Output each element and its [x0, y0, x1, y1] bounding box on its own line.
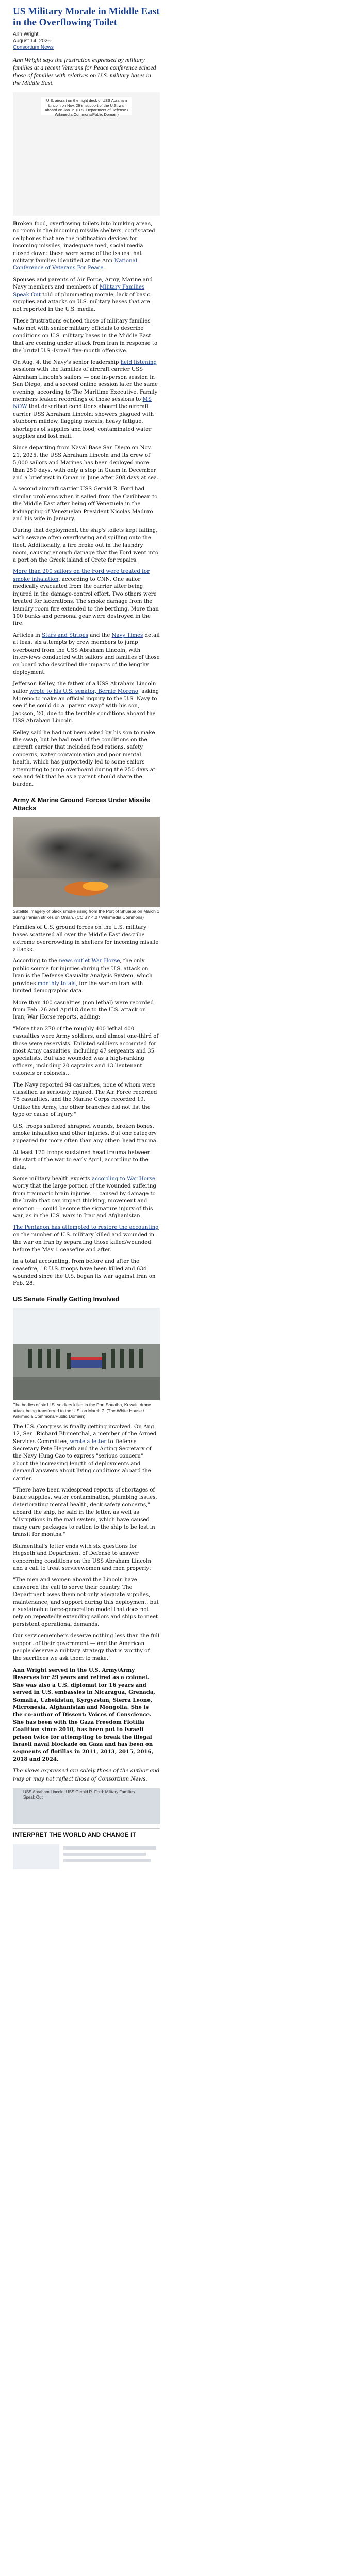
article-headline[interactable]: US Military Morale in Middle East in the Overflowing Toilet	[13, 6, 160, 28]
transfer-photo	[13, 1308, 160, 1400]
senate-paragraph-2: "There have been widespread reports of shortages of basic supplies, water contamination, plumbing issues, deteriorating mental health, deck safety concerns," aboard the ship, he said in the letter, as well as "disruptions in the mail system, which have caused many care packages to ration to the ship to be lost in transit for months."	[13, 1487, 157, 1538]
senate-paragraph-5: Our servicemembers deserve nothing less than the full support of their government — and the American people deserve a military strategy that is worthy of the sacrifices we ask them to make."	[13, 1633, 160, 1662]
army-paragraph-6: U.S. troops suffered shrapnel wounds, broken bones, smoke inhalation and other injuries. But one category appeared far more often than any other: head trauma.	[13, 1123, 158, 1144]
army-paragraph-4: "More than 270 of the roughly 400 lethal 400 casualties were Army soldiers, and almost one-third of those were reservists. Enlisted soldiers accounted for most Army casualties, including 47 sergeants and 35 specialists. But also wounded was a high-ranking officers, including 20 captains and 13 lieutenant colonels or colonels…	[13, 1026, 159, 1077]
inline-link[interactable]: The Pentagon has attempted to restore the accounting	[13, 1225, 159, 1231]
inline-link[interactable]: according to War Horse	[92, 1176, 156, 1182]
paragraph-10: Jefferson Kelley, the father of a USS Abraham Lincoln sailor wrote to his U.S. senator, Bernie Moreno, asking Moreno to make an official inquiry to the U.S. Navy to see if he could do a "parent swap" with his son, Jackson, 20, due to the terrible conditions aboard the USS Abraham Lincoln.	[13, 681, 159, 724]
byline	[13, 31, 160, 51]
senate-paragraph-4: "The men and women aboard the Lincoln have answered the call to serve their country. The Department owes them not only adequate supplies, maintenance, and support during this deployment, but a sustainable force-generation model that does not rely on repeatedly extending sailors and ships to meet persistent operational demands.	[13, 1577, 159, 1628]
hero-image	[13, 92, 160, 216]
section-heading-senate: US Senate Finally Getting Involved	[13, 1295, 120, 1303]
inline-link[interactable]: wrote a letter	[70, 1438, 107, 1445]
army-paragraph-3: More than 400 casualties (non lethal) were recorded from Feb. 26 and April 8 due to the U.S. attack on Iran, War Horse reports, adding:	[13, 999, 154, 1021]
inline-link[interactable]: monthly totals	[37, 980, 76, 987]
paragraph-6: A second aircraft carrier USS Gerald R. Ford had similar problems when it sailed from the Caribbean to the Middle East after being off Venezuela in the kidnapping of Venezuelan President Nicolas Maduro and his wife in January.	[13, 486, 158, 522]
related-article-thumb[interactable]	[13, 1788, 160, 1824]
paragraph-11: Kelley said he had not been asked by his son to make the swap, but he had read of the conditions on the aircraft carrier that included food rations, safety concerns, water contamination and poor mental health, which has purportedly led to some sailors attempting to jump overboard during the 250 days at sea and felt that he as a parent should share the burden.	[13, 730, 156, 788]
inline-link[interactable]: Navy Times	[111, 632, 143, 638]
army-paragraph-9: The Pentagon has attempted to restore the accounting on the number of U.S. military killed and wounded in the war on Iran by separating those killed/wounded before the May 1 ceasefire and after.	[13, 1225, 159, 1253]
paragraph-3: These frustrations echoed those of military families who met with senior military officials to describe conditions on U.S. military bases in the Middle East that are coming under attack from Iran in response to the brutal U.S.-Israeli five-month offensive.	[13, 318, 158, 354]
paragraph-7: During that deployment, the ship's toilets kept failing, with sewage often overflowing and spilling onto the fleet. Additionally, a fire broke out in the laundry room, causing enough damage that the Ford went into a port on the Greek island of Crete for repairs.	[13, 528, 159, 564]
article-lede: Ann Wright says the frustration expressed by military families at a recent Veterans for Peace conference echoed those of families with relatives on U.S. military bases in the Middle East.	[13, 56, 156, 87]
divider	[13, 1828, 160, 1829]
inline-link[interactable]: Stars and Stripes	[42, 632, 88, 638]
army-paragraph-1: Families of U.S. ground forces on the U.S. military bases scattered all over the Middle East describe extreme overcrowding in shelters for incoming missile attacks.	[13, 924, 159, 953]
army-paragraph-8: Some military health experts according to War Horse, worry that the large portion of the wounded suffering from traumatic brain injuries — caused by damage to the brain that can impact thinking, movement and emotion — could become the signature injury of this war, as in the U.S. wars in Iraq and Afghanistan.	[13, 1176, 157, 1219]
promo-banner-image	[13, 1841, 160, 1872]
army-paragraph-10: In a total accounting, from before and after the ceasefire, 18 U.S. troops have been killed and 634 wounded since the U.S. began its war against Iran on Feb. 28.	[13, 1259, 156, 1287]
inline-link[interactable]: More than 200 sailors on the Ford were treated for smoke inhalation	[13, 569, 150, 582]
paragraph-4: On Aug. 4, the Navy's senior leadership held listening sessions with the families of aircraft carrier USS Abraham Lincoln's sailors — one in-person session in San Diego, and a second online session later the same evening, according to The Maritime Executive. Family members leaked recordings of those sessions to MS NOW that described conditions aboard the aircraft carrier USS Abraham Lincoln: showers plagued with stubborn mildew, flagging morals, heavy fatigue, shortages of supplies and food, contaminated water supplies and lost mail.	[13, 359, 158, 439]
army-paragraph-5: The Navy reported 94 casualties, none of whom were classified as seriously injured. The Air Force recorded 75 casualties, and the Marine Corps recorded 19. Unlike the Army, the other branches did not list the type or cause of injury."	[13, 1082, 157, 1118]
related-article-caption[interactable]: USS Abraham Lincoln, USS Gerald R. Ford: Military Families Speak Out	[23, 1790, 135, 1800]
paragraph-9: Articles in Stars and Stripes and the Navy Times detail at least six attempts by crew members to jump overboard from the USS Abraham Lincoln, with interviews conducted with sailors and families of those on board who described the impacts of the lengthy deployment.	[13, 632, 160, 675]
satellite-smoke-image	[13, 817, 160, 907]
transfer-photo-caption: The bodies of six U.S. soldiers killed in the Port Shuaiba, Kuwait, drone attack being transferred to the U.S. on March 7. (The White House / Wikimedia Commons/Public Domain)	[13, 1402, 151, 1419]
paragraph-2: Spouses and parents of Air Force, Army, Marine and Navy members and members of Military Families Speak Out told of plummeting morale, lack of basic supplies and attacks on U.S. military bases that are not reported in the U.S. media.	[13, 277, 153, 313]
inline-link[interactable]: National Conference of Veterans For Peace.	[13, 258, 137, 272]
senate-paragraph-1: The U.S. Congress is finally getting involved. On Aug. 12, Sen. Richard Blumenthal, a member of the Armed Services Committee, wrote a letter to Defense Secretary Pete Hegseth and the Acting Secretary of the Navy Hung Cao to express "serious concern" about the increasing length of deployments and demand answers about living conditions aboard the carrier.	[13, 1423, 157, 1482]
army-paragraph-2: According to the news outlet War Horse, the only public source for injuries during the U.S. attack on Iran is the Defense Casualty Analysis System, which provides monthly totals, for the war on Iran with limited demographic data.	[13, 958, 153, 994]
publish-date: August 14, 2026	[13, 38, 51, 44]
tagline: INTERPRET THE WORLD AND CHANGE IT	[13, 1832, 136, 1838]
inline-link[interactable]: Military Families Speak Out	[13, 284, 145, 298]
promo-block	[13, 1841, 160, 1872]
paragraph-1: Broken food, overflowing toilets into bunking areas, no room in the incoming missile shelters, confiscated cellphones that are the notification devices for incoming missiles, inadequate med, social media closed down: these were some of the issues that military families identified at the Ann National Conference of Veterans For Peace.	[13, 221, 155, 272]
paragraph-5: Since departing from Naval Base San Diego on Nov. 21, 2025, the USS Abraham Lincoln and its crew of 5,000 sailors and Marines has been deployed more than 250 days, with only a stop in Guam in December and a brief visit in Oman in June after 208 days at sea.	[13, 445, 159, 481]
army-paragraph-7: At least 170 troops sustained head trauma between the start of the war to early April, according to the data.	[13, 1149, 151, 1171]
inline-link[interactable]: news outlet War Horse	[59, 958, 120, 964]
article-column	[13, 6, 160, 1872]
inline-link[interactable]: held listening	[120, 359, 157, 365]
paragraph-8: More than 200 sailors on the Ford were treated for smoke inhalation, according to CNN. One sailor medically evacuated from the carrier after being injured in the damage-control effort. Two others were treated for lacerations. The smoke damage from the laundry room fire extended to the berthing. More than 100 bunks and personal gear were destroyed in the fire.	[13, 569, 159, 627]
inline-link[interactable]: wrote to his U.S. senator, Bernie Moreno	[29, 688, 138, 694]
section-heading-army: Army & Marine Ground Forces Under Missile Attacks	[13, 796, 151, 812]
author-bio: Ann Wright served in the U.S. Army/Army Reserves for 29 years and retired as a colonel. She was also a U.S. diplomat for 16 years and served in U.S. embassies in Nicaragua, Grenada, Somalia, Uzbekistan, Kyrgyzstan, Sierra Leone, Micronesia, Afghanistan and Mongolia. She is the co-author of Dissent: Voices of Conscience. She has been with the Gaza Freedom Flotilla Coalition since 2010, has been put to Israeli prison twice for attempting to break the illegal Israeli naval blockade on Gaza and has been on segments of flotillas in 2011, 2013, 2015, 2016, 2018 and 2024.	[13, 1667, 155, 1762]
dropcap-letter: B	[13, 221, 18, 227]
smoke-photo-caption: Satellite imagery of black smoke rising from the Port of Shuaiba on March 1 during Iranian strikes on Oman. (CC BY 4.0 / Wikimedia Commons)	[13, 908, 159, 920]
author-name: Ann Wright	[13, 31, 39, 37]
inline-link[interactable]: MS NOW	[13, 396, 152, 410]
section-link[interactable]: Consortium News	[13, 45, 54, 50]
senate-paragraph-3: Blumenthal's letter ends with six questions for Hegseth and Department of Defense to answer concerning conditions on the USS Abraham Lincoln and a call to treat servicewomen and men properly:	[13, 1543, 151, 1572]
hero-image-caption: U.S. aircraft on the flight deck of USS Abraham Lincoln on Nov. 26 in support of the U.S. war aboard on Jan. 2. (U.S. Department of Defense / Wikimedia Commons/Public Domain)	[45, 98, 128, 117]
dignified-transfer-image	[13, 1308, 160, 1400]
author-disclaimer: The views expressed are solely those of the author and may or may not reflect those of Consortium News.	[13, 1768, 160, 1782]
smoke-photo	[13, 817, 160, 907]
